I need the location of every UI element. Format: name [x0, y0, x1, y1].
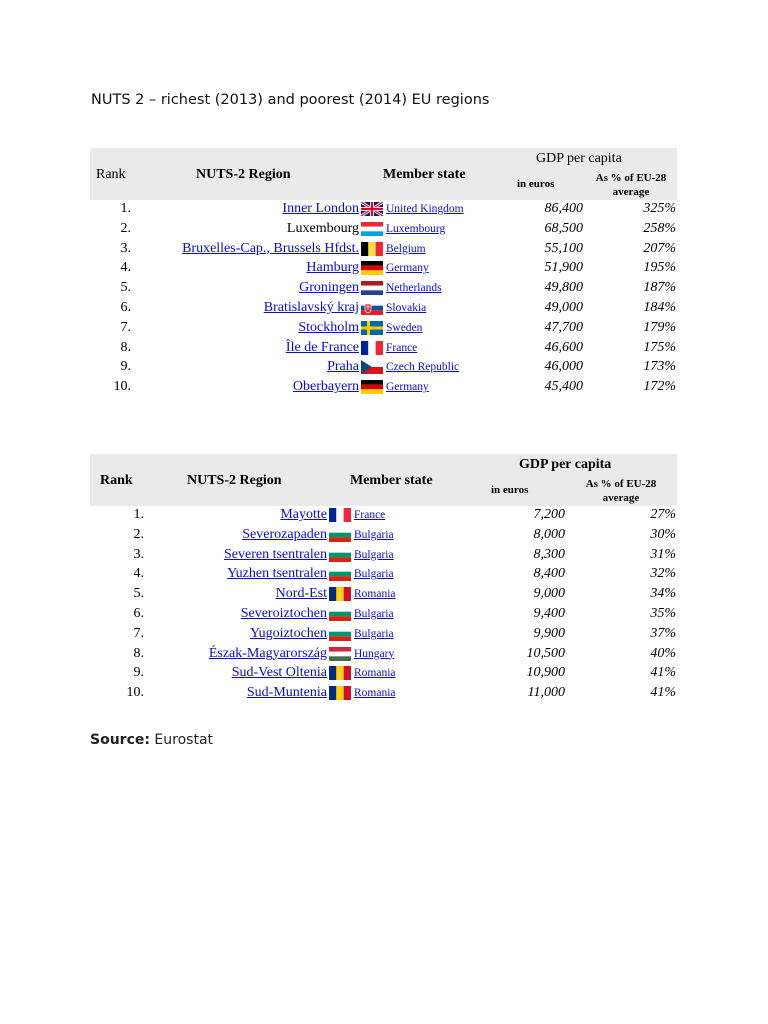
- member-state-link[interactable]: Romania: [354, 687, 396, 700]
- member-state-link[interactable]: Bulgaria: [354, 568, 394, 581]
- table-row: [90, 339, 677, 359]
- member-state-header: Member state: [350, 473, 433, 488]
- region-cell[interactable]: [282, 201, 359, 217]
- member-state-link[interactable]: France: [354, 509, 386, 521]
- gdp-euros-cell: 9,000: [533, 586, 565, 602]
- gdp-euros-cell: 11,000: [527, 685, 565, 701]
- poorest-regions-table: [90, 454, 677, 704]
- table-row: [90, 565, 677, 585]
- region-cell[interactable]: [242, 527, 327, 543]
- gdp-euros-cell: 10,900: [526, 665, 565, 681]
- gdp-header: GDP per capita: [536, 151, 622, 166]
- region-cell[interactable]: [227, 566, 327, 582]
- region-cell[interactable]: [299, 280, 359, 296]
- region-cell[interactable]: [241, 606, 327, 622]
- gdp-pct-cell: 37%: [650, 625, 676, 641]
- rank-cell: 7.: [133, 625, 144, 641]
- region-link[interactable]: Yugoiztochen: [250, 625, 327, 641]
- gdp-pct-cell: 173%: [643, 359, 676, 375]
- region-header: NUTS-2 Region: [196, 167, 291, 182]
- rank-header: Rank: [100, 473, 133, 488]
- rank-cell: 5.: [120, 280, 131, 296]
- table-row: [90, 279, 677, 299]
- gdp-pct-cell: 172%: [643, 379, 676, 395]
- table-row: [90, 645, 677, 665]
- member-state-link[interactable]: Belgium: [386, 242, 426, 255]
- region-link[interactable]: Oberbayern: [292, 379, 359, 395]
- table-row: [90, 259, 677, 279]
- region-link[interactable]: Sud-Vest Oltenia: [231, 665, 327, 681]
- rank-cell: 10.: [113, 379, 131, 395]
- table-row: [90, 664, 677, 684]
- gdp-euros-cell: 9,900: [533, 625, 565, 641]
- region-link[interactable]: Bratislavský kraj: [263, 299, 359, 315]
- source-note: [90, 732, 213, 748]
- region-cell[interactable]: [306, 260, 359, 276]
- table-row: [90, 220, 677, 240]
- table-row: [90, 240, 677, 260]
- richest-rows: [90, 200, 677, 398]
- table-row: [90, 526, 677, 546]
- member-state-link[interactable]: United Kingdom: [386, 203, 464, 215]
- gdp-pct-cell: 195%: [643, 260, 676, 276]
- rank-cell: 4.: [133, 566, 144, 582]
- gdp-pct-cell: 27%: [650, 507, 676, 522]
- region-link[interactable]: Bruxelles-Cap., Brussels Hfdst.: [182, 240, 359, 256]
- region-cell[interactable]: [286, 340, 359, 356]
- table-row: [90, 319, 677, 339]
- region-link: Luxembourg: [286, 220, 359, 236]
- rank-cell: 6.: [133, 605, 144, 621]
- rank-cell: 7.: [120, 319, 131, 335]
- gdp-pct-cell: 35%: [650, 605, 676, 621]
- gdp-euros-cell: 45,400: [544, 379, 583, 395]
- richest-regions-table: [90, 148, 677, 398]
- gdp-pct-cell: 31%: [650, 546, 676, 562]
- rank-cell: 1.: [120, 201, 131, 216]
- member-state-link[interactable]: Romania: [354, 588, 396, 601]
- gdp-pct-cell: 258%: [643, 220, 676, 236]
- rank-cell: 9.: [133, 665, 144, 681]
- table-row: [90, 605, 677, 625]
- region-header: NUTS-2 Region: [187, 473, 282, 488]
- gdp-euros-cell: 55,100: [544, 240, 583, 256]
- gdp-pct-cell: 32%: [650, 566, 676, 582]
- region-link[interactable]: Sud-Muntenia: [246, 685, 327, 701]
- region-link[interactable]: Île de France: [285, 339, 359, 355]
- member-state-link[interactable]: Romania: [354, 667, 396, 680]
- member-state-link[interactable]: Bulgaria: [354, 607, 394, 620]
- region-cell[interactable]: [182, 241, 359, 257]
- region-cell[interactable]: [247, 685, 327, 701]
- region-link[interactable]: Severen tsentralen: [223, 546, 327, 562]
- region-link[interactable]: Stockholm: [298, 319, 359, 335]
- rank-cell: 5.: [133, 586, 144, 602]
- gdp-pct-cell: 30%: [650, 526, 676, 542]
- source-value: Eurostat: [154, 732, 214, 748]
- region-cell[interactable]: [250, 626, 327, 642]
- gdp-euros-cell: 47,700: [544, 319, 583, 335]
- rank-cell: 2.: [133, 526, 144, 542]
- region-link[interactable]: Hamburg: [306, 260, 359, 276]
- in-euros-header: in euros: [491, 484, 529, 496]
- gdp-pct-cell: 34%: [650, 586, 676, 602]
- gdp-pct-cell: 187%: [643, 280, 676, 296]
- source-label: Source:: [90, 732, 150, 748]
- gdp-euros-cell: 10,500: [526, 645, 565, 661]
- member-state-link[interactable]: Bulgaria: [354, 528, 394, 541]
- region-link[interactable]: Severoiztochen: [240, 605, 327, 621]
- member-state-link[interactable]: Hungary: [354, 647, 395, 660]
- member-state-link[interactable]: Slovakia: [386, 301, 427, 314]
- region-link[interactable]: Severozapaden: [242, 526, 327, 542]
- rank-cell: 6.: [120, 299, 131, 315]
- gdp-euros-cell: 68,500: [544, 220, 583, 236]
- pct-header: As % of EU-28 average: [595, 172, 667, 198]
- region-cell[interactable]: [280, 507, 327, 523]
- region-link[interactable]: Mayotte: [280, 507, 327, 522]
- rank-cell: 1.: [133, 507, 144, 522]
- member-state-link[interactable]: Germany: [386, 262, 429, 275]
- region-cell[interactable]: [224, 547, 327, 563]
- table-header: [90, 454, 677, 506]
- in-euros-header: in euros: [517, 178, 555, 190]
- table-row: [90, 299, 677, 319]
- member-state-link[interactable]: Sweden: [386, 321, 423, 334]
- table-row: [90, 546, 677, 566]
- rank-cell: 8.: [133, 645, 144, 661]
- rank-cell: 2.: [120, 220, 131, 236]
- gdp-euros-cell: 86,400: [544, 201, 583, 216]
- member-state-link[interactable]: France: [386, 341, 418, 354]
- gdp-euros-cell: 8,000: [533, 526, 565, 542]
- gdp-header: GDP per capita: [519, 457, 612, 472]
- rank-header: Rank: [96, 167, 126, 182]
- table-row: [90, 625, 677, 645]
- gdp-pct-cell: 40%: [650, 645, 676, 661]
- member-state-header: Member state: [383, 167, 466, 182]
- gdp-pct-cell: 41%: [650, 665, 676, 681]
- region-link[interactable]: Praha: [327, 359, 359, 375]
- gdp-euros-cell: 8,300: [533, 546, 565, 562]
- member-state-link[interactable]: Germany: [386, 381, 429, 394]
- table-header: [90, 148, 677, 200]
- table-row: [90, 585, 677, 605]
- region-cell[interactable]: [209, 646, 327, 662]
- member-state-link[interactable]: Netherlands: [386, 282, 442, 295]
- gdp-pct-cell: 179%: [643, 319, 676, 335]
- region-link[interactable]: Inner London: [282, 201, 359, 216]
- member-state-link[interactable]: Czech Republic: [386, 361, 460, 374]
- rank-cell: 9.: [120, 359, 131, 375]
- member-state-link[interactable]: Luxembourg: [386, 222, 446, 235]
- gdp-euros-cell: 46,000: [544, 359, 583, 375]
- gdp-euros-cell: 49,800: [544, 280, 583, 296]
- gdp-euros-cell: 51,900: [544, 260, 583, 276]
- region-cell: [287, 221, 359, 237]
- gdp-euros-cell: 7,200: [533, 507, 565, 522]
- region-cell[interactable]: [264, 300, 359, 316]
- region-link[interactable]: Nord-Est: [275, 586, 327, 602]
- page-title: NUTS 2 – richest (2013) and poorest (2014) EU regions: [91, 92, 490, 108]
- table-row: [90, 684, 677, 704]
- region-cell[interactable]: [327, 359, 359, 375]
- region-cell[interactable]: [298, 320, 359, 336]
- gdp-pct-cell: 41%: [650, 685, 676, 701]
- member-state-link[interactable]: Bulgaria: [354, 627, 394, 640]
- rank-cell: 3.: [133, 546, 144, 562]
- gdp-pct-cell: 175%: [643, 339, 676, 355]
- pct-header: As % of EU-28 average: [585, 478, 657, 504]
- rank-cell: 10.: [126, 685, 144, 701]
- table-row: [90, 506, 677, 526]
- gdp-euros-cell: 49,000: [544, 299, 583, 315]
- region-link[interactable]: Yuzhen tsentralen: [227, 566, 327, 582]
- table-row: [90, 358, 677, 378]
- gdp-pct-cell: 184%: [643, 299, 676, 315]
- rank-cell: 8.: [120, 339, 131, 355]
- region-cell[interactable]: [232, 665, 327, 681]
- poorest-rows: [90, 506, 677, 704]
- gdp-pct-cell: 207%: [643, 240, 676, 256]
- gdp-pct-cell: 325%: [643, 201, 676, 216]
- rank-cell: 4.: [120, 260, 131, 276]
- table-row: [90, 200, 677, 220]
- member-state-link[interactable]: Bulgaria: [354, 548, 394, 561]
- gdp-euros-cell: 46,600: [544, 339, 583, 355]
- rank-cell: 3.: [120, 240, 131, 256]
- region-link[interactable]: Észak-Magyarország: [208, 645, 327, 661]
- gdp-euros-cell: 9,400: [533, 605, 565, 621]
- region-link[interactable]: Groningen: [299, 280, 359, 296]
- region-cell[interactable]: [276, 586, 327, 602]
- gdp-euros-cell: 8,400: [533, 566, 565, 582]
- region-cell[interactable]: [293, 379, 359, 395]
- table-row: [90, 378, 677, 398]
